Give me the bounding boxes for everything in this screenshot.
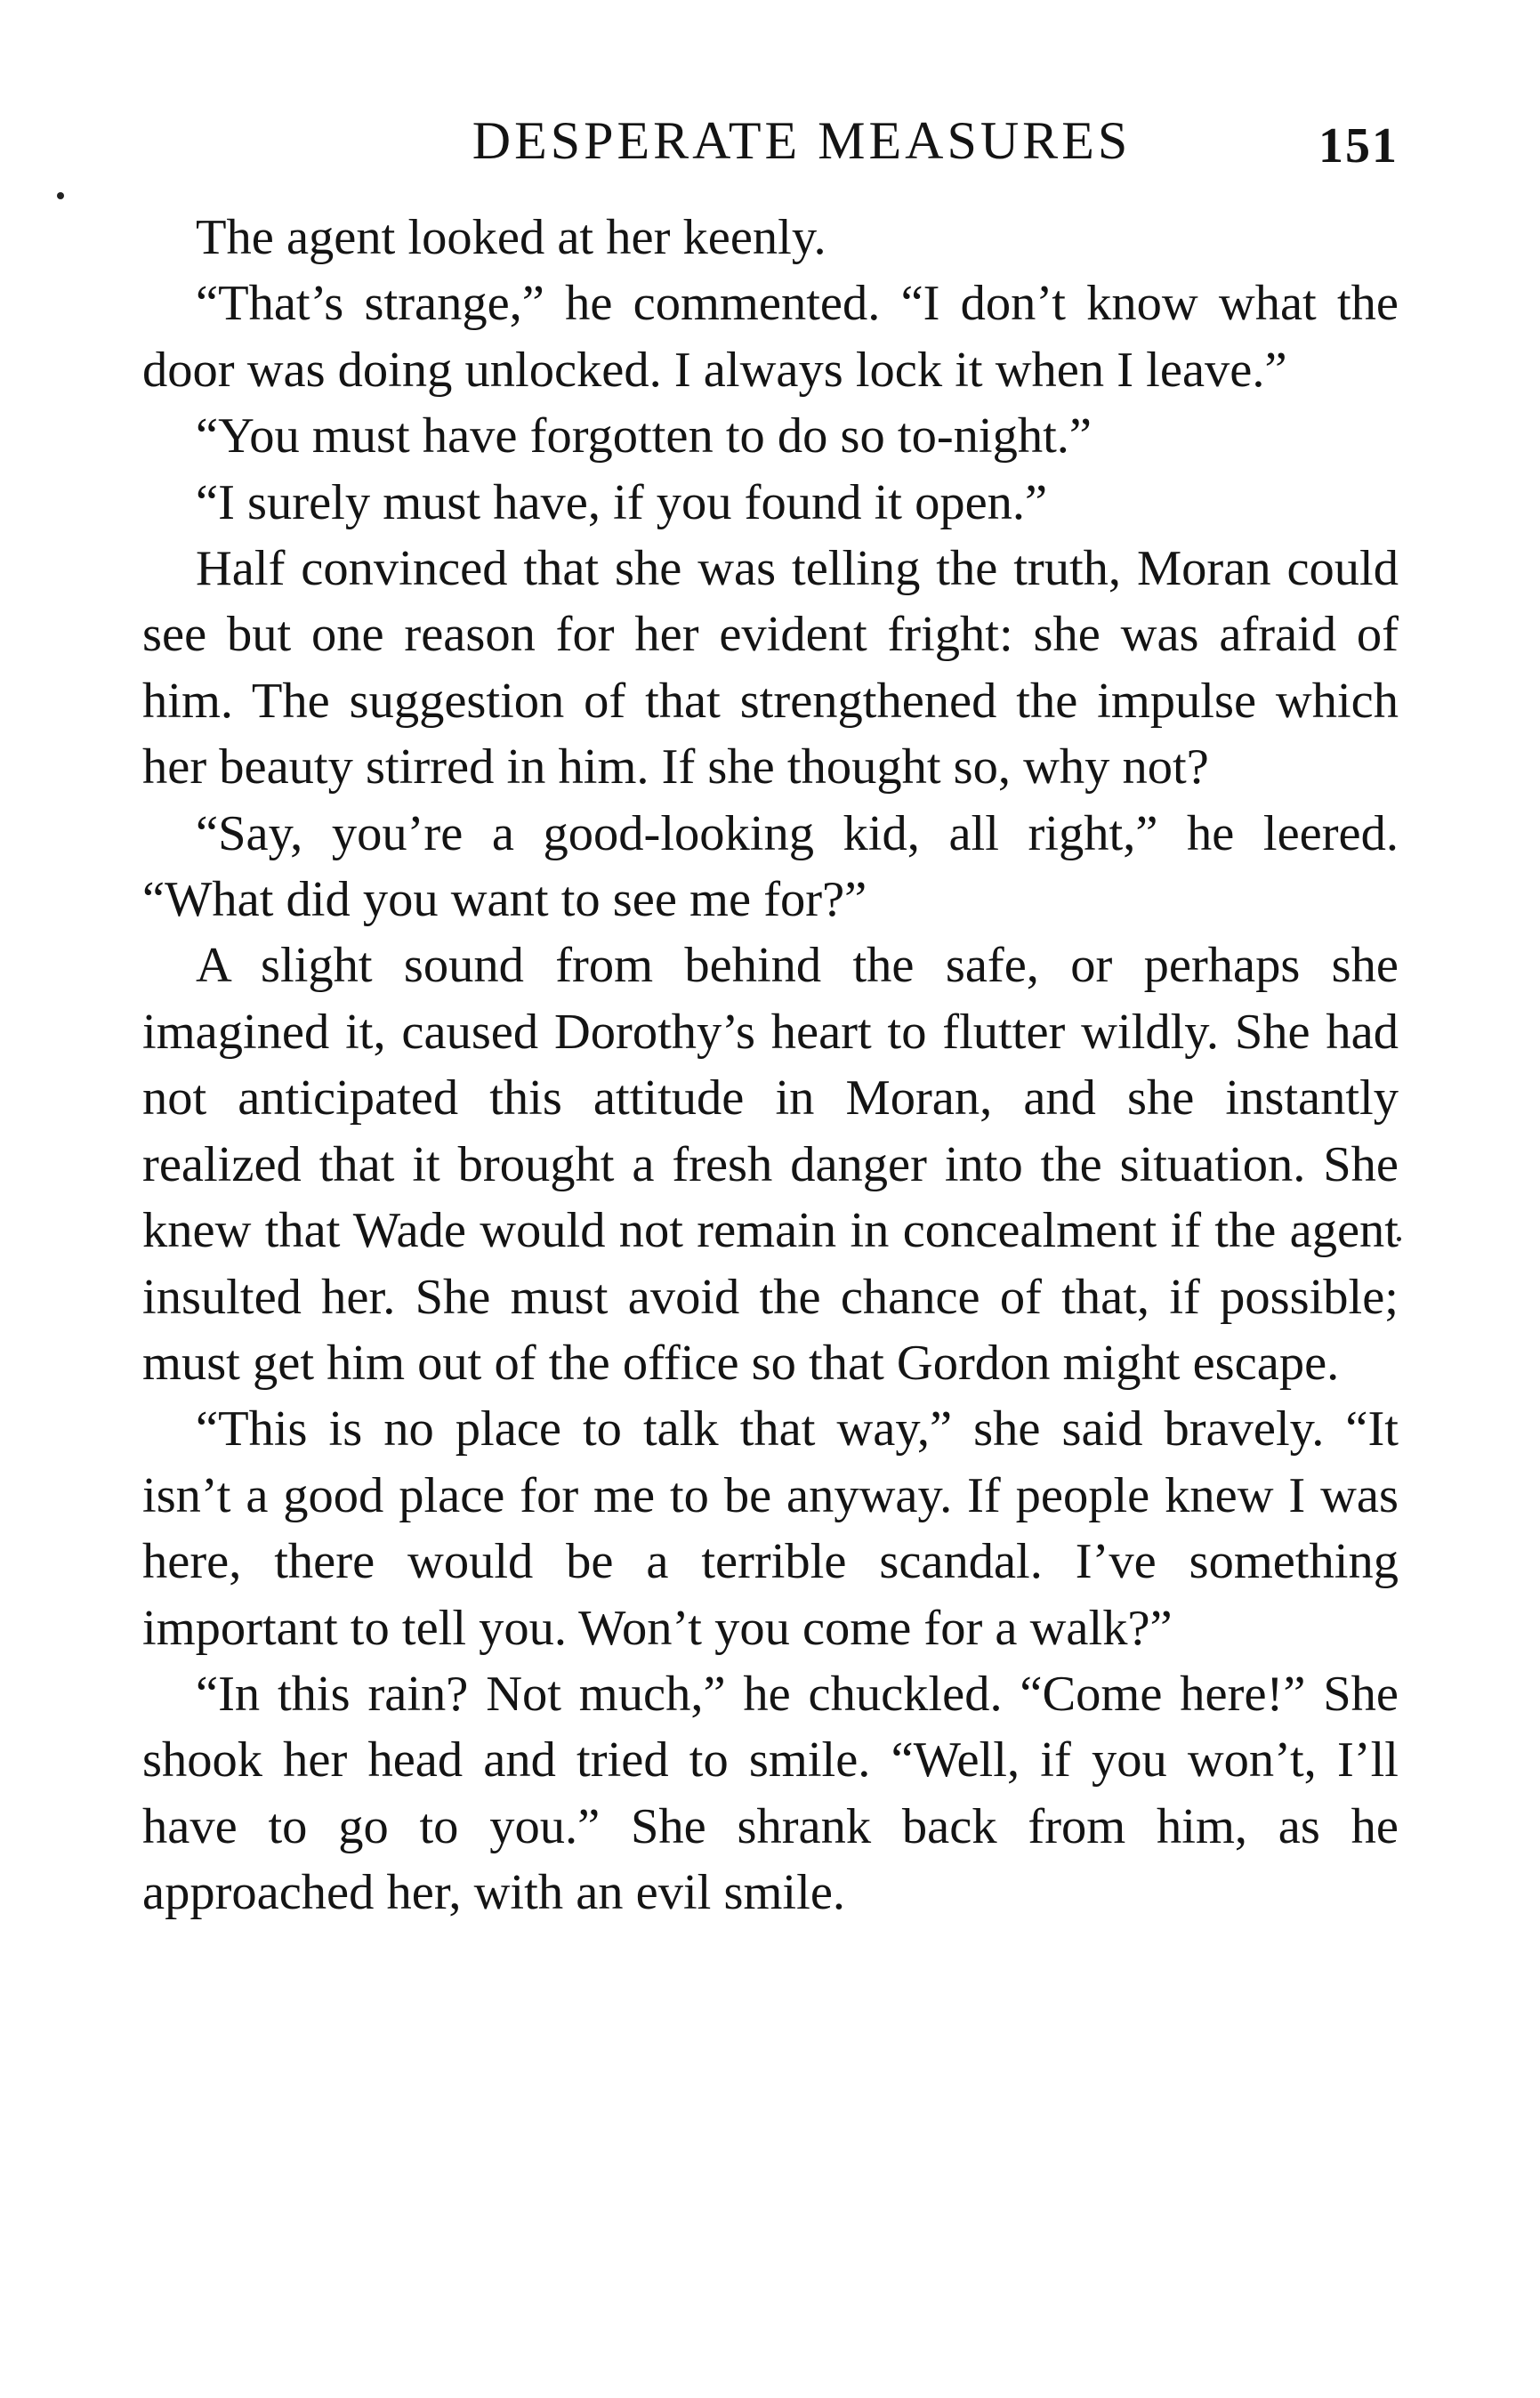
paragraph: “This is no place to talk that way,” she said bravely. “It isn’t a good place for me to be anyway. If people knew I was here, there would be a terrible scandal. I’ve something important to tell you. Won’t you come for a walk?” (142, 1401, 1399, 1656)
paragraph: “That’s strange,” he commented. “I don’t know what the door was doing unlocked. I always lock it when I leave.” (142, 276, 1399, 398)
running-title: DESPERATE MEASURES (472, 111, 1132, 170)
page-number: 151 (1318, 118, 1399, 174)
running-head (142, 105, 1399, 176)
paragraph: The agent looked at her keenly. (196, 210, 826, 265)
paragraph: Half convinced that she was telling the truth, Moran could see but one reason for her evident fright: she was afraid of him. The suggestion of that strengthened the impulse which her beauty stirred in him. If she thought so, why not? (142, 541, 1399, 795)
paragraph: “You must have forgotten to do so to-night.” (196, 408, 1093, 464)
paragraph: A slight sound from behind the safe, or perhaps she imagined it, caused Dorothy’s heart to flutter wildly. She had not anticipated this attitude in Moran, and she instantly realized that it brought a fresh danger into the situation. She knew that Wade would not remain in concealment if the agent insulted her. She must avoid the chance of that, if possible; must get him out of the office so that Gordon might escape. (142, 938, 1399, 1391)
body-text (142, 205, 1399, 1926)
paragraph: “Say, you’re a good-looking kid, all right,” he leered. “What did you want to see me for?” (142, 805, 1399, 928)
stray-ink-dot (57, 192, 64, 199)
paragraph: “I surely must have, if you found it open.” (196, 474, 1048, 530)
paragraph: “In this rain? Not much,” he chuckled. “Come here!” She shook her head and tried to smile. “Well, if you won’t, I’ll have to go to you.” She shrank back from him, as he approached her, with an evil smile. (142, 1666, 1399, 1921)
